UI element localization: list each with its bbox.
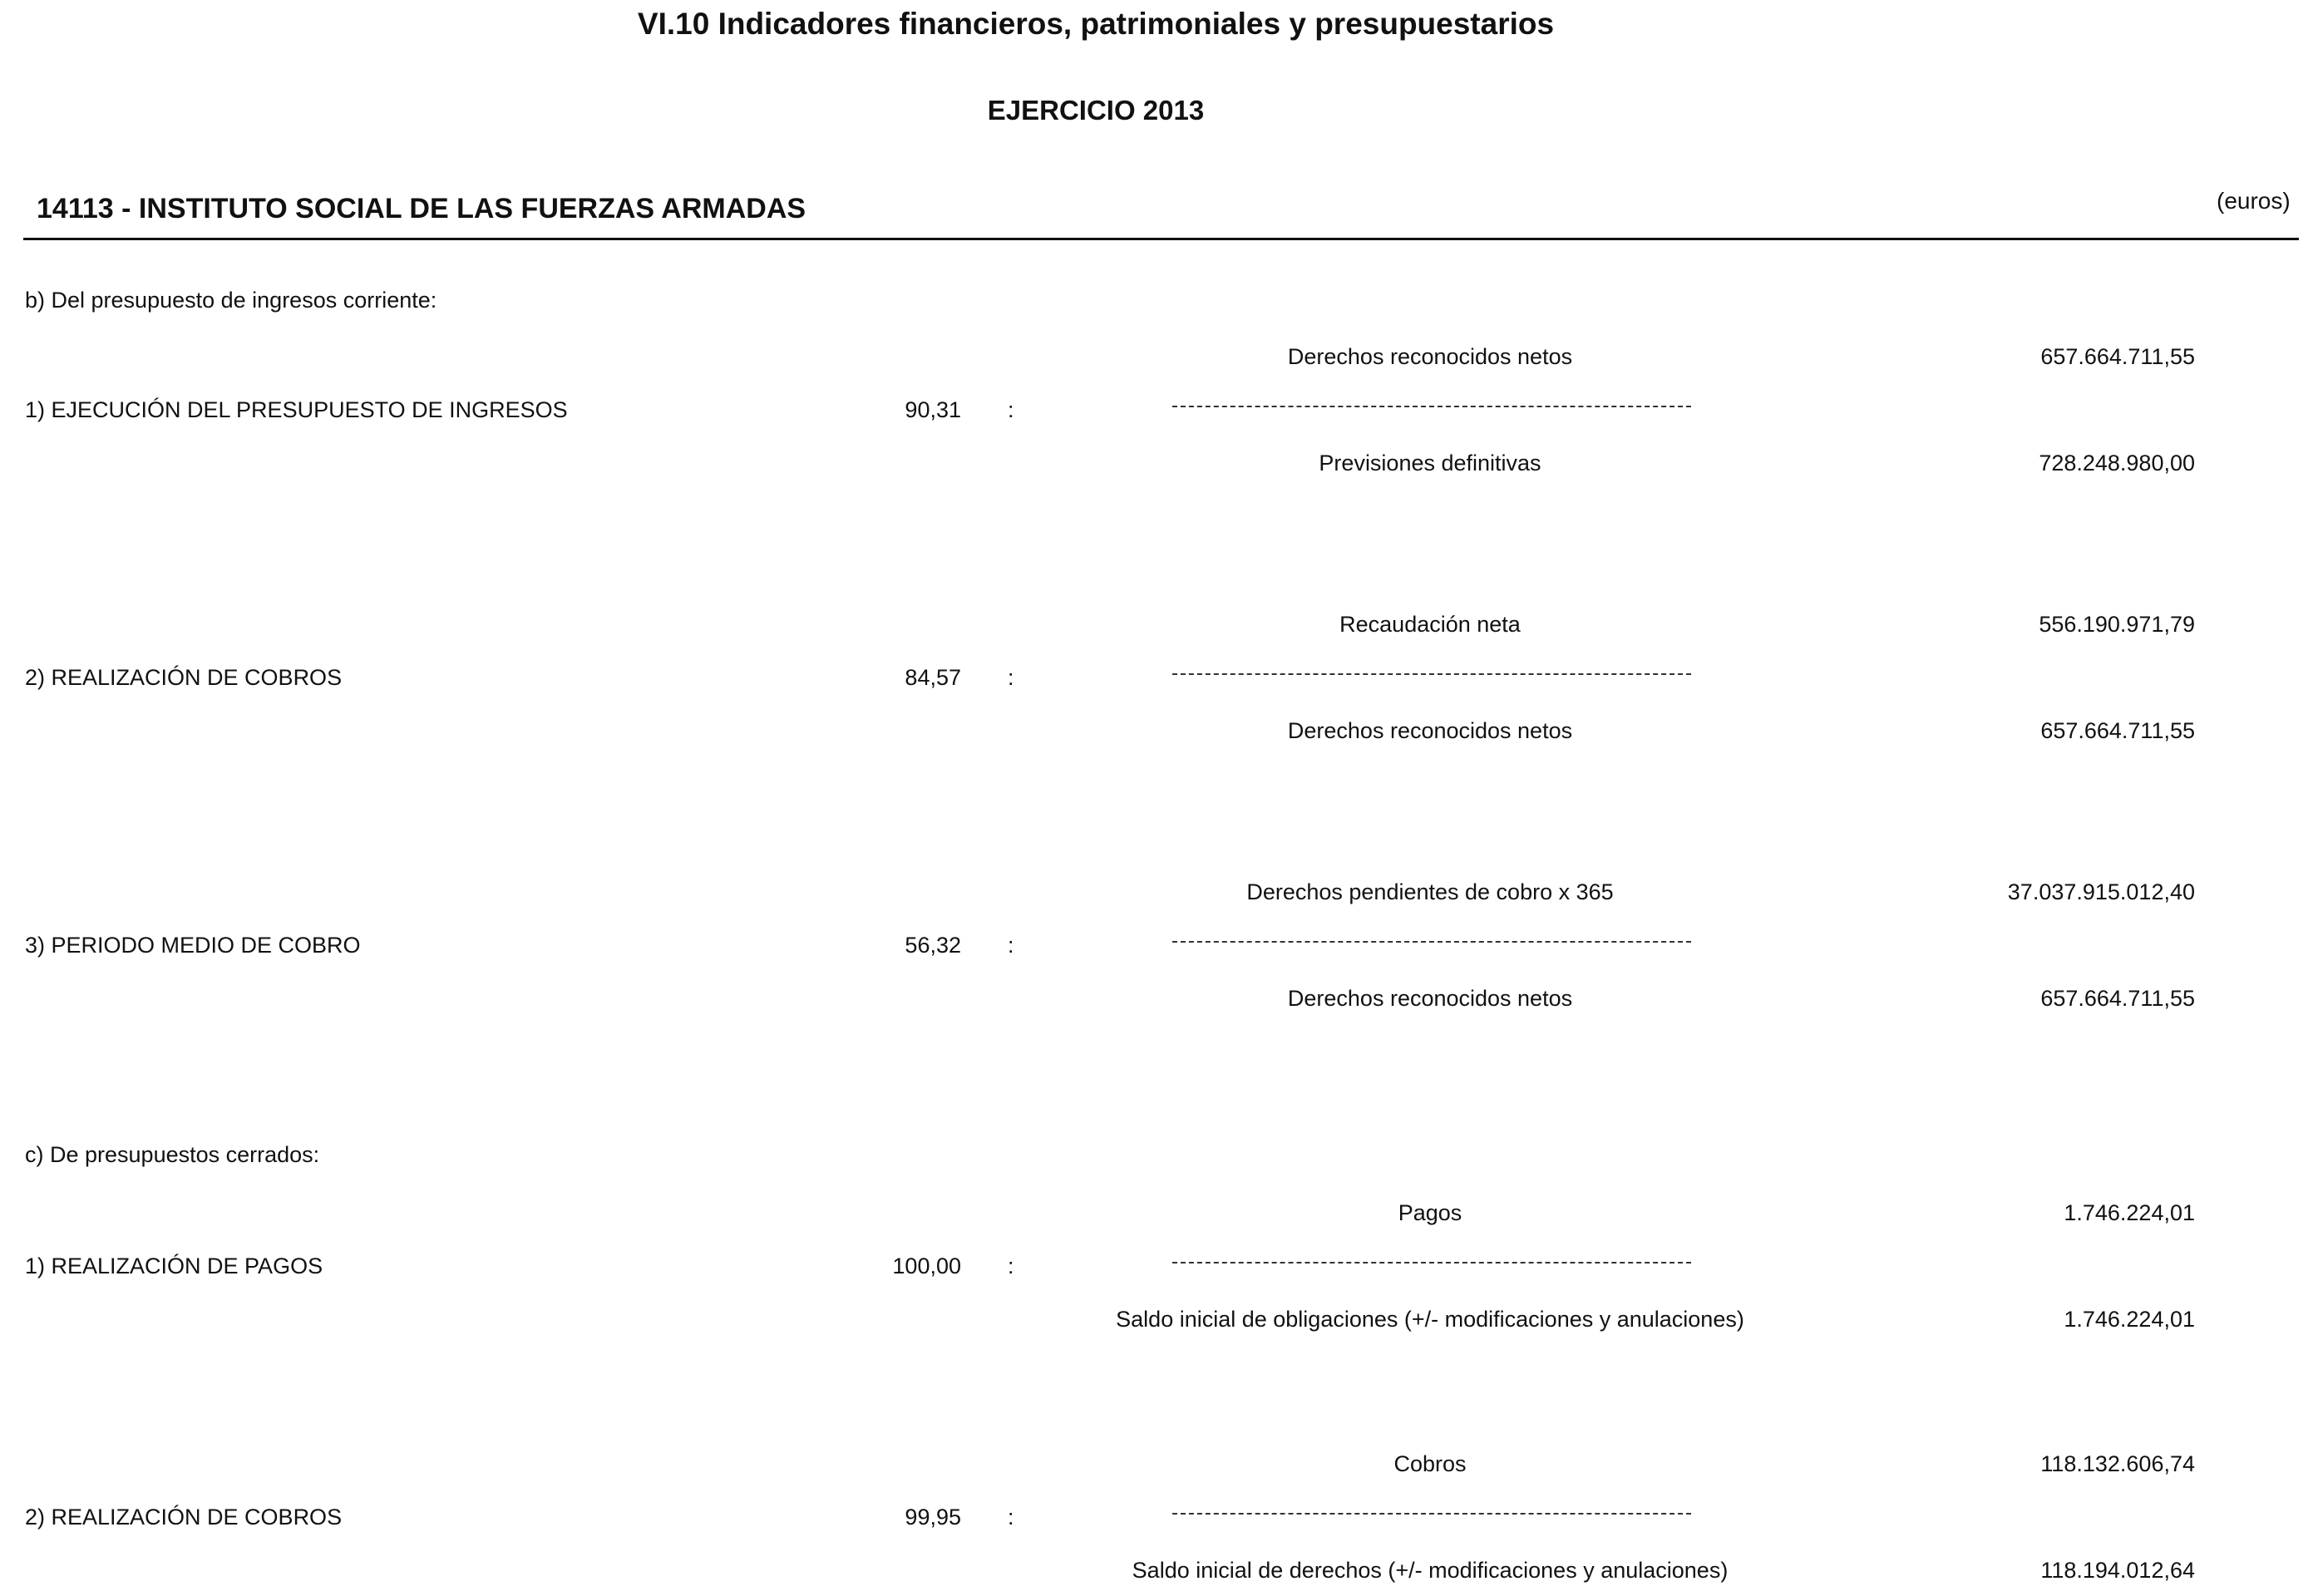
indicator-value: 84,57 (905, 665, 961, 690)
numerator-value: 37.037.915.012,40 (2007, 879, 2195, 904)
indicator-colon: : (1008, 665, 1014, 690)
denominator-value: 657.664.711,55 (2040, 718, 2195, 743)
indicator-value: 100,00 (892, 1254, 961, 1278)
numerator-label: Derechos pendientes de cobro x 365 (1246, 879, 1614, 904)
numerator-value: 556.190.971,79 (2039, 612, 2195, 637)
indicator-collections (0, 607, 2318, 756)
section-heading-current-income: b) Del presupuesto de ingresos corriente: (25, 288, 437, 313)
fraction-line (1172, 406, 1691, 407)
indicator-average-collection-period (0, 874, 2318, 1024)
denominator-label: Derechos reconocidos netos (1287, 718, 1573, 743)
numerator-label: Derechos reconocidos netos (1287, 344, 1573, 369)
indicator-closed-collections (0, 1446, 2318, 1596)
denominator-label: Saldo inicial de obligaciones (+/- modificaciones y anulaciones) (1116, 1307, 1744, 1332)
section-heading-closed-budgets: c) De presupuestos cerrados: (25, 1142, 320, 1167)
report-title: VI.10 Indicadores financieros, patrimoniales y presupuestarios (637, 7, 1555, 41)
indicator-income-execution (0, 339, 2318, 489)
denominator-label: Derechos reconocidos netos (1287, 986, 1573, 1011)
indicator-name: 1) EJECUCIÓN DEL PRESUPUESTO DE INGRESOS (25, 397, 568, 422)
fraction-line (1172, 941, 1691, 943)
header-rule (23, 238, 2299, 240)
currency-units: (euros) (2217, 188, 2291, 214)
indicator-name: 1) REALIZACIÓN DE PAGOS (25, 1254, 323, 1278)
indicator-value: 90,31 (905, 397, 961, 422)
denominator-value: 728.248.980,00 (2039, 451, 2195, 475)
numerator-value: 1.746.224,01 (2064, 1200, 2195, 1225)
denominator-label: Previsiones definitivas (1319, 451, 1541, 475)
fraction-line (1172, 1262, 1691, 1264)
numerator-label: Pagos (1398, 1200, 1462, 1225)
indicator-colon: : (1008, 1254, 1014, 1278)
numerator-value: 118.132.606,74 (2040, 1451, 2195, 1476)
fraction-line (1172, 1513, 1691, 1515)
denominator-value: 1.746.224,01 (2064, 1307, 2195, 1332)
indicator-colon: : (1008, 1505, 1014, 1530)
fraction-line (1172, 673, 1691, 675)
indicator-value: 99,95 (905, 1505, 961, 1530)
fiscal-year-heading: EJERCICIO 2013 (987, 95, 1205, 126)
indicator-colon: : (1008, 933, 1014, 958)
indicator-name: 3) PERIODO MEDIO DE COBRO (25, 933, 361, 958)
indicator-name: 2) REALIZACIÓN DE COBROS (25, 665, 343, 690)
denominator-label: Saldo inicial de derechos (+/- modificaciones y anulaciones) (1132, 1558, 1729, 1583)
indicator-payments (0, 1195, 2318, 1345)
indicator-name: 2) REALIZACIÓN DE COBROS (25, 1505, 343, 1530)
denominator-value: 118.194.012,64 (2040, 1558, 2195, 1583)
denominator-value: 657.664.711,55 (2040, 986, 2195, 1011)
indicator-value: 56,32 (905, 933, 961, 958)
indicator-colon: : (1008, 397, 1014, 422)
numerator-label: Cobros (1393, 1451, 1467, 1476)
numerator-value: 657.664.711,55 (2040, 344, 2195, 369)
entity-heading: 14113 - INSTITUTO SOCIAL DE LAS FUERZAS ARMADAS (37, 193, 806, 224)
numerator-label: Recaudación neta (1339, 612, 1521, 637)
